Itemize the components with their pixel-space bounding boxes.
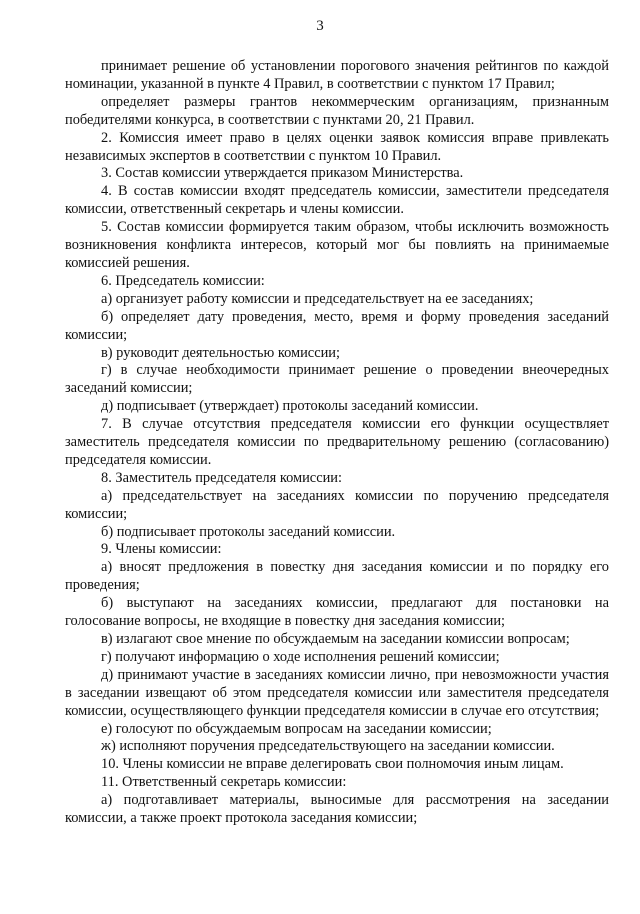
paragraph: б) подписывает протоколы заседаний комиссии. [101, 523, 396, 540]
paragraph: д) принимают участие в заседаниях комиссии лично, при невозможности участия в заседании извещают об этом председателя комиссии или заместителя председателя комиссии, осуществляющего функции председателя комиссии в случае его отсутствия; [65, 666, 609, 719]
paragraph: 3. Состав комиссии утверждается приказом Министерства. [101, 165, 464, 182]
paragraph: принимает решение об установлении порогового значения рейтингов по каждой номинации, указанной в пункте 4 Правил, в соответствии с пунктом 17 Правил; [65, 58, 609, 92]
paragraph: а) вносят предложения в повестку дня заседания комиссии и по порядку его проведения; [65, 559, 609, 594]
paragraph: 10. Члены комиссии не вправе делегировать свои полномочия иным лицам. [101, 756, 564, 773]
paragraph: а) председательствует на заседаниях комиссии по поручению председателя комиссии; [65, 487, 609, 522]
paragraph: а) организует работу комиссии и председательствует на ее заседаниях; [101, 290, 534, 307]
paragraph: г) в случае необходимости принимает решение о проведении внеочередных заседаний комиссии; [65, 362, 609, 397]
paragraph: 5. Состав комиссии формируется таким образом, чтобы исключить возможность возникновения конфликта интересов, который мог бы повлиять на принимаемые комиссией решения. [65, 219, 609, 271]
paragraph: 6. Председатель комиссии: [101, 272, 265, 289]
document-body [65, 58, 609, 828]
paragraph: 8. Заместитель председателя комиссии: [101, 469, 342, 486]
paragraph: г) получают информацию о ходе исполнения решений комиссии; [101, 648, 500, 665]
paragraph: б) определяет дату проведения, место, время и форму проведения заседаний комиссии; [65, 308, 609, 343]
page-number: 3 [316, 18, 324, 34]
paragraph: е) голосуют по обсуждаемым вопросам на заседании комиссии; [101, 720, 492, 737]
paragraph: 7. В случае отсутствия председателя комиссии его функции осуществляет заместитель председателя комиссии по предварительному решению (согласованию) председателя комиссии. [65, 416, 609, 468]
paragraph: ж) исполняют поручения председательствующего на заседании комиссии. [101, 738, 555, 755]
paragraph: 2. Комиссия имеет право в целях оценки заявок комиссия вправе привлекать независимых экспертов в соответствии с пунктом 10 Правил. [65, 129, 609, 164]
paragraph: 4. В состав комиссии входят председатель комиссии, заместители председателя комиссии, ответственный секретарь и члены комиссии. [65, 183, 609, 218]
paragraph: в) руководит деятельностью комиссии; [101, 344, 340, 361]
paragraph: а) подготавливает материалы, выносимые для рассмотрения на заседании комиссии, а также проект протокола заседания комиссии; [65, 792, 609, 827]
paragraph: 11. Ответственный секретарь комиссии: [101, 774, 347, 791]
paragraph: 9. Члены комиссии: [101, 541, 222, 558]
paragraph: д) подписывает (утверждает) протоколы заседаний комиссии. [101, 398, 479, 415]
paragraph: б) выступают на заседаниях комиссии, предлагают для постановки на голосование вопросы, не входящие в повестку дня заседания комиссии; [65, 595, 609, 630]
paragraph: в) излагают свое мнение по обсуждаемым на заседании комиссии вопросам; [101, 631, 570, 647]
paragraph: определяет размеры грантов некоммерческим организациям, признанным победителями конкурса, в соответствии с пунктами 20, 21 Правил. [65, 93, 609, 128]
